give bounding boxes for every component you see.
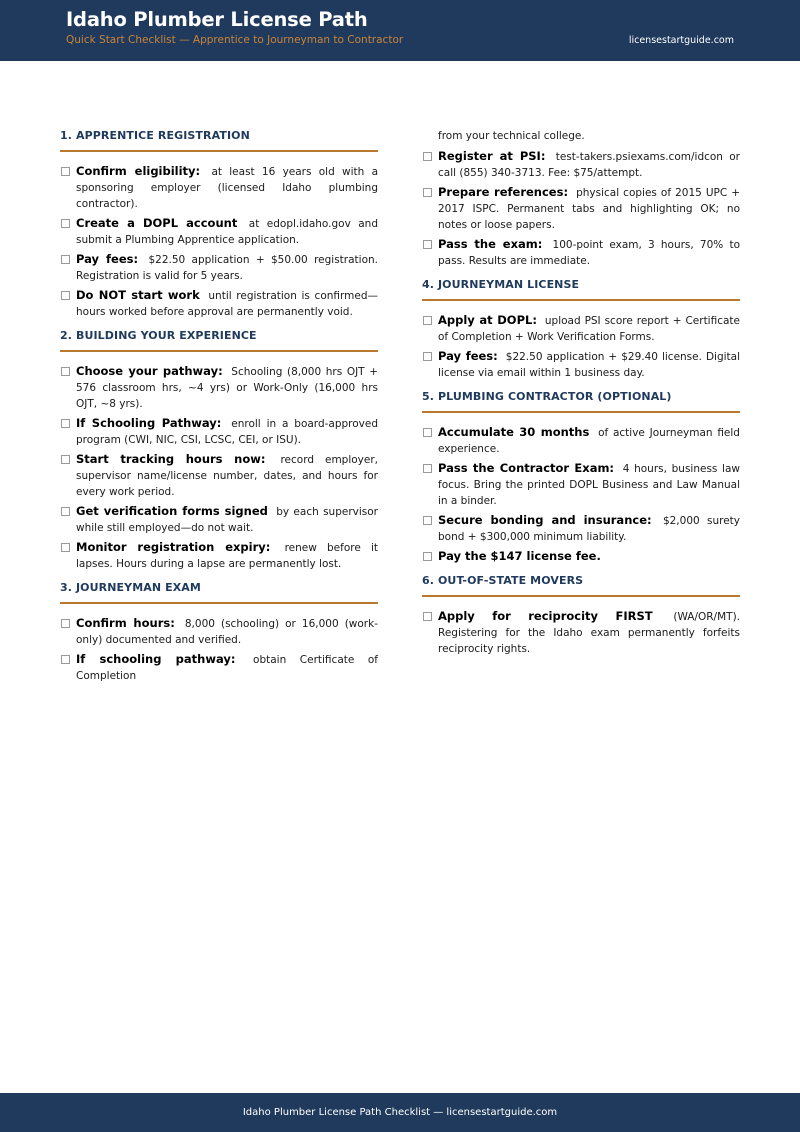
checklist-item[interactable] <box>422 348 740 381</box>
checkbox[interactable] <box>423 464 432 473</box>
section-title: 4. JOURNEYMAN LICENSE <box>422 277 740 301</box>
item-text: renew before it lapses. Hours during a lapse are permanently lost. <box>76 542 379 570</box>
checkbox[interactable] <box>423 612 432 621</box>
checklist-item[interactable] <box>422 148 740 181</box>
right-column <box>422 128 740 665</box>
item-lead: Pay fees: <box>438 349 498 363</box>
item-text: enroll in a board-approved program (CWI, NIC, CSI, LCSC, CEI, or ISU). <box>76 418 379 446</box>
item-lead: Choose your pathway: <box>76 364 223 378</box>
checklist-item[interactable] <box>60 651 378 684</box>
item-lead: Get verification forms signed <box>76 504 268 518</box>
item-text: until registration is confirmed—hours worked before approval are permanently void. <box>76 290 378 318</box>
item-text: at least 16 years old with a sponsoring employer (licensed Idaho plumbing contractor). <box>76 166 379 210</box>
section-title: 6. OUT-OF-STATE MOVERS <box>422 573 740 597</box>
page-footer <box>0 1093 800 1132</box>
item-continuation: from your technical college. <box>438 130 585 142</box>
checkbox[interactable] <box>61 455 70 464</box>
page-header <box>0 0 800 61</box>
item-text: Schooling (8,000 hrs OJT + 576 classroom hrs, ~4 yrs) or Work-Only (16,000 hrs OJT, ~8 yrs). <box>76 366 378 410</box>
checklist-item[interactable] <box>60 163 378 212</box>
item-text: by each supervisor while still employed—do not wait. <box>76 506 378 534</box>
checkbox[interactable] <box>61 367 70 376</box>
section-title: 1. APPRENTICE REGISTRATION <box>60 128 378 152</box>
item-text: test-takers.psiexams.com/idcon or call (855) 340-3713. Fee: $75/attempt. <box>438 151 740 179</box>
item-lead: Pass the exam: <box>438 237 543 251</box>
checkbox[interactable] <box>61 655 70 664</box>
checklist-item[interactable] <box>60 503 378 536</box>
item-lead: Confirm hours: <box>76 616 175 630</box>
item-lead: Confirm eligibility: <box>76 164 201 178</box>
checkbox[interactable] <box>423 516 432 525</box>
checkbox[interactable] <box>423 316 432 325</box>
item-text: (WA/OR/MT). Registering for the Idaho exam permanently forfeits reciprocity rights. <box>438 611 741 655</box>
item-text: record employer, supervisor name/license number, dates, and hours for every work period. <box>76 454 379 498</box>
checklist-item[interactable] <box>60 251 378 284</box>
section-title: 3. JOURNEYMAN EXAM <box>60 580 378 604</box>
item-lead: Prepare references: <box>438 185 569 199</box>
checklist-item[interactable] <box>60 287 378 320</box>
item-lead: Pay fees: <box>76 252 139 266</box>
item-text: 8,000 (schooling) or 16,000 (work-only) documented and verified. <box>76 618 378 646</box>
item-text: obtain Certificate of Completion <box>76 654 378 682</box>
item-lead: If schooling pathway: <box>76 652 236 666</box>
section-journeyman-exam-continued <box>422 148 740 269</box>
checklist-item[interactable] <box>60 615 378 648</box>
checkbox[interactable] <box>61 219 70 228</box>
item-text: of active Journeyman field experience. <box>438 427 740 455</box>
section-title: 5. PLUMBING CONTRACTOR (OPTIONAL) <box>422 389 740 413</box>
item-text: 4 hours, business law focus. Bring the printed DOPL Business and Law Manual in a binder. <box>438 463 740 507</box>
checkbox[interactable] <box>61 507 70 516</box>
item-lead: Create a DOPL account <box>76 216 238 230</box>
item-lead: Secure bonding and insurance: <box>438 513 652 527</box>
left-column <box>60 128 378 692</box>
item-text: $22.50 application + $29.40 license. Digital license via email within 1 business day. <box>438 351 741 379</box>
item-lead: Monitor registration expiry: <box>76 540 271 554</box>
checklist-item[interactable] <box>422 460 740 509</box>
item-lead: Accumulate 30 months <box>438 425 590 439</box>
item-text: physical copies of 2015 UPC + 2017 ISPC. Permanent tabs and highlighting OK; no notes or loose papers. <box>438 187 741 231</box>
section-out-of-state-movers <box>422 573 740 657</box>
checklist-item[interactable] <box>60 415 378 448</box>
checklist-item[interactable] <box>422 184 740 233</box>
page-title: Idaho Plumber License Path <box>66 8 368 31</box>
section-apprentice-registration <box>60 128 378 320</box>
checkbox[interactable] <box>423 152 432 161</box>
checklist-item[interactable] <box>60 451 378 500</box>
item-lead: Apply at DOPL: <box>438 313 537 327</box>
checklist-item[interactable] <box>60 539 378 572</box>
checklist-item[interactable] <box>422 548 740 565</box>
item-text: upload PSI score report + Certificate of Completion + Work Verification Forms. <box>438 315 740 343</box>
section-building-experience <box>60 328 378 572</box>
item-text: $2,000 surety bond + $300,000 minimum liability. <box>438 515 740 543</box>
checklist-item[interactable] <box>60 363 378 412</box>
item-text: 100-point exam, 3 hours, 70% to pass. Results are immediate. <box>438 239 740 267</box>
item-text: $22.50 application + $50.00 registration. Registration is valid for 5 years. <box>76 254 378 282</box>
checkbox[interactable] <box>61 619 70 628</box>
checkbox[interactable] <box>423 428 432 437</box>
checkbox[interactable] <box>423 240 432 249</box>
item-text: at edopl.idaho.gov and submit a Plumbing Apprentice application. <box>76 218 378 246</box>
checklist-item[interactable] <box>422 608 740 657</box>
checklist-item[interactable] <box>422 512 740 545</box>
item-lead: Pass the Contractor Exam: <box>438 461 615 475</box>
checklist-item[interactable] <box>422 312 740 345</box>
footer-text: Idaho Plumber License Path Checklist — licensestartguide.com <box>242 1107 558 1118</box>
checklist-item[interactable] <box>422 236 740 269</box>
checkbox[interactable] <box>423 352 432 361</box>
page-subtitle: Quick Start Checklist — Apprentice to Journeyman to Contractor <box>66 34 404 46</box>
checklist-item[interactable] <box>60 215 378 248</box>
item-lead: Register at PSI: <box>438 149 546 163</box>
checkbox[interactable] <box>61 543 70 552</box>
section-journeyman-exam <box>60 580 378 684</box>
item-lead: Pay the $147 license fee. <box>438 549 601 563</box>
checkbox[interactable] <box>61 291 70 300</box>
section-title: 2. BUILDING YOUR EXPERIENCE <box>60 328 378 352</box>
checkbox[interactable] <box>423 188 432 197</box>
section-journeyman-license <box>422 277 740 381</box>
checkbox[interactable] <box>61 167 70 176</box>
item-lead: Apply for reciprocity FIRST <box>438 609 653 623</box>
site-url: licensestartguide.com <box>628 35 734 46</box>
section-plumbing-contractor <box>422 389 740 565</box>
checkbox[interactable] <box>423 552 432 561</box>
checklist-item[interactable] <box>422 424 740 457</box>
checkbox[interactable] <box>61 255 70 264</box>
item-lead: If Schooling Pathway: <box>76 416 222 430</box>
item-lead: Start tracking hours now: <box>76 452 266 466</box>
item-lead: Do NOT start work <box>76 288 200 302</box>
checkbox[interactable] <box>61 419 70 428</box>
